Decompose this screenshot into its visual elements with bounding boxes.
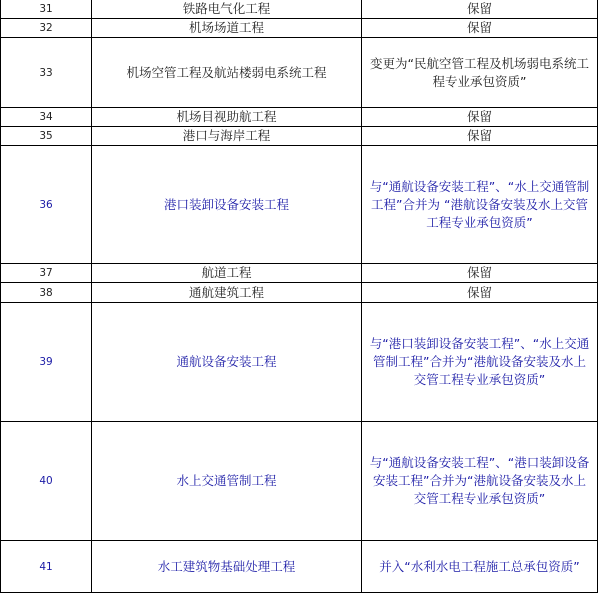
table-row	[1, 541, 598, 593]
project-name: 水工建筑物基础处理工程	[92, 541, 362, 593]
row-number: 41	[1, 541, 92, 593]
change-note: 并入“水利水电工程施工总承包资质”	[362, 541, 598, 593]
row-number: 36	[1, 146, 92, 264]
table-row	[1, 283, 598, 303]
change-note: 保留	[362, 108, 598, 127]
table-row	[1, 38, 598, 108]
row-number: 38	[1, 283, 92, 303]
table-row	[1, 303, 598, 422]
change-note: 与“通航设备安装工程”、“水上交通管制工程”合并为 “港航设备安装及水上交管工程专业承包资质”	[362, 146, 598, 264]
row-number: 37	[1, 264, 92, 283]
change-note: 保留	[362, 264, 598, 283]
table-row	[1, 127, 598, 146]
table-row	[1, 108, 598, 127]
row-number: 39	[1, 303, 92, 422]
table-row	[1, 0, 598, 19]
row-number: 40	[1, 422, 92, 541]
project-name: 通航建筑工程	[92, 283, 362, 303]
project-name: 航道工程	[92, 264, 362, 283]
row-number: 34	[1, 108, 92, 127]
change-note: 保留	[362, 19, 598, 38]
project-name: 机场空管工程及航站楼弱电系统工程	[92, 38, 362, 108]
change-note: 变更为“民航空管工程及机场弱电系统工程专业承包资质”	[362, 38, 598, 108]
row-number: 33	[1, 38, 92, 108]
project-name: 铁路电气化工程	[92, 0, 362, 19]
table-row	[1, 422, 598, 541]
project-name: 水上交通管制工程	[92, 422, 362, 541]
change-note: 保留	[362, 283, 598, 303]
change-note: 与“港口装卸设备安装工程”、“水上交通管制工程”合并为“港航设备安装及水上交管工程专业承包资质”	[362, 303, 598, 422]
row-number: 32	[1, 19, 92, 38]
project-name: 港口装卸设备安装工程	[92, 146, 362, 264]
project-name: 港口与海岸工程	[92, 127, 362, 146]
table-row	[1, 146, 598, 264]
table-row	[1, 19, 598, 38]
table-row	[1, 264, 598, 283]
change-note: 保留	[362, 0, 598, 19]
row-number: 35	[1, 127, 92, 146]
project-name: 通航设备安装工程	[92, 303, 362, 422]
project-name: 机场目视助航工程	[92, 108, 362, 127]
change-note: 保留	[362, 127, 598, 146]
project-name: 机场场道工程	[92, 19, 362, 38]
row-number: 31	[1, 0, 92, 19]
change-note: 与“通航设备安装工程”、“港口装卸设备安装工程”合并为“港航设备安装及水上交管工程专业承包资质”	[362, 422, 598, 541]
